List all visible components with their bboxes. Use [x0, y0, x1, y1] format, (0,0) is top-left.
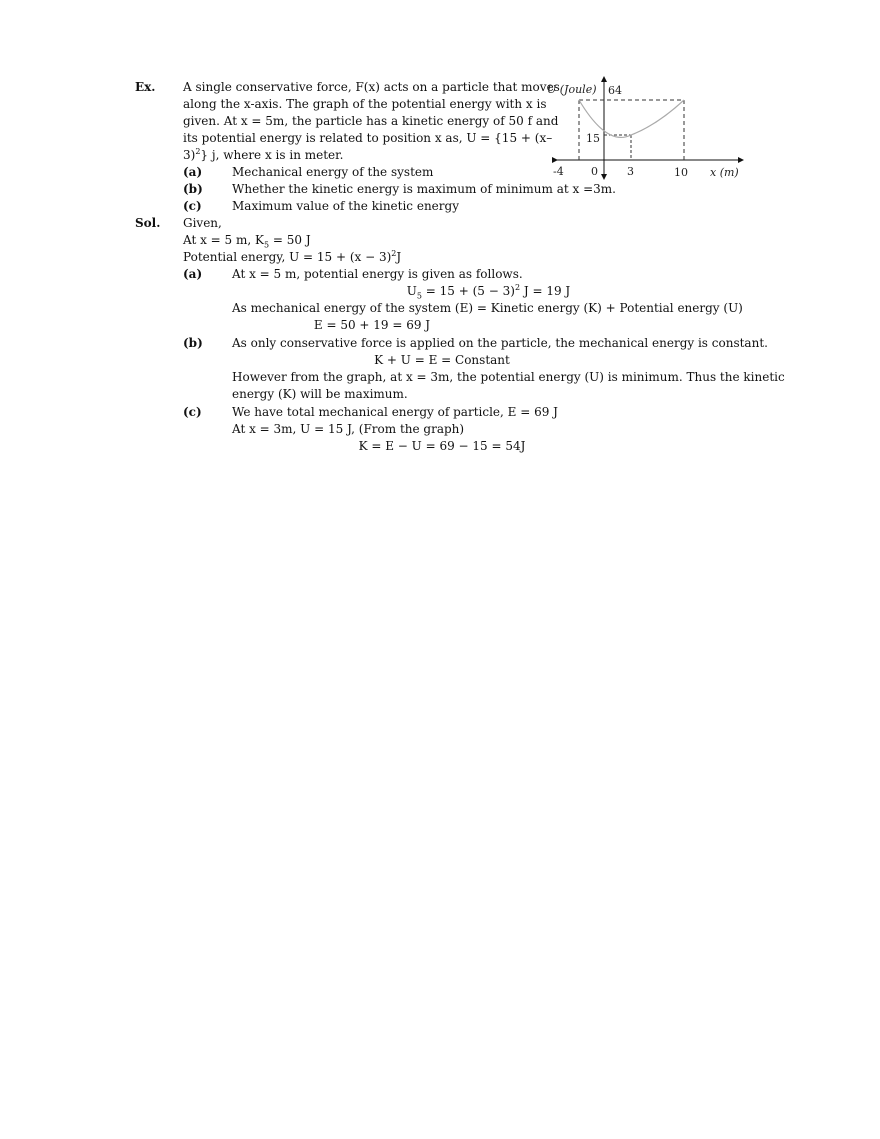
sol-a-eq-1-sup: 2 — [514, 283, 521, 292]
example-text-line-2: along the x-axis. The graph of the potential energy with x is — [183, 97, 547, 111]
sol-c-line-2: At x = 3m, U = 15 J, (From the graph) — [232, 422, 465, 436]
given-line-1b: = 50 J — [269, 233, 311, 247]
given-heading: Given, — [183, 216, 222, 230]
sol-b-label: (b) — [183, 336, 203, 350]
given-line-1 — [183, 232, 311, 249]
x-tick-10: 10 — [674, 166, 688, 179]
sol-a-eq-1-sub: 5 — [416, 291, 422, 301]
sol-c-line-1: We have total mechanical energy of particle, E = 69 J — [232, 405, 558, 419]
given-line-1-sub: 5 — [263, 240, 270, 250]
sol-a-eq-1b: = 15 + (5 − 3) — [421, 284, 515, 298]
potential-energy-graph — [545, 75, 745, 185]
given-line-2-sup: 2 — [391, 249, 397, 258]
given-line-2b: J — [396, 250, 402, 264]
sol-a-eq-1c: J = 19 J — [520, 284, 571, 298]
x-tick-0: 0 — [591, 165, 598, 178]
sol-a-eq-1a: U — [406, 284, 417, 298]
sol-a-label: (a) — [183, 267, 203, 281]
y-axis-label: U (Joule) — [547, 83, 597, 96]
part-a-text: Mechanical energy of the system — [232, 165, 434, 179]
sol-b-line-1: As only conservative force is applied on the particle, the mechanical energy is constant. — [232, 336, 768, 350]
part-b-label: (b) — [183, 182, 203, 196]
example-text-line-5 — [183, 147, 343, 164]
sol-c-eq-1: K = E − U = 69 − 15 = 54J — [358, 439, 526, 453]
sol-a-line-2: As mechanical energy of the system (E) = Kinetic energy (K) + Potential energy (U) — [232, 301, 743, 315]
given-line-2a: Potential energy, U = 15 + (x − 3) — [183, 250, 392, 264]
example-text-line-1: A single conservative force, F(x) acts on a particle that moves — [183, 80, 560, 94]
part-c-text: Maximum value of the kinetic energy — [232, 199, 459, 213]
example-label: Ex. — [135, 80, 156, 94]
x-axis-label: x (m) — [710, 166, 739, 179]
sol-b-line-2: However from the graph, at x = 3m, the potential energy (U) is minimum. Thus the kinetic — [232, 370, 785, 384]
sol-c-label: (c) — [183, 405, 202, 419]
example-text-line-3: given. At x = 5m, the particle has a kinetic energy of 50 f and — [183, 114, 559, 128]
example-text-line-5b: } j, where x is in meter. — [200, 148, 344, 162]
sol-b-eq-1: K + U = E = Constant — [374, 353, 510, 367]
example-text-line-5a: 3) — [183, 148, 196, 162]
y-tick-64: 64 — [608, 84, 622, 97]
sol-a-eq-2: E = 50 + 19 = 69 J — [313, 318, 431, 332]
x-tick-3: 3 — [627, 165, 634, 178]
sol-b-line-3: energy (K) will be maximum. — [232, 387, 408, 401]
part-c-label: (c) — [183, 199, 202, 213]
example-exponent: 2 — [195, 147, 201, 156]
sol-a-eq-1 — [232, 283, 745, 300]
example-text-line-4: its potential energy is related to position x as, U = {15 + (x– — [183, 131, 553, 145]
solution-label: Sol. — [135, 216, 161, 230]
sol-a-line-1: At x = 5 m, potential energy is given as follows. — [232, 267, 523, 281]
given-line-2 — [183, 249, 401, 266]
given-line-1a: At x = 5 m, K — [183, 233, 264, 247]
part-b-text: Whether the kinetic energy is maximum of minimum at x =3m. — [232, 182, 616, 196]
x-tick-neg4: -4 — [553, 165, 564, 178]
y-tick-15: 15 — [586, 132, 600, 145]
part-a-label: (a) — [183, 165, 203, 179]
